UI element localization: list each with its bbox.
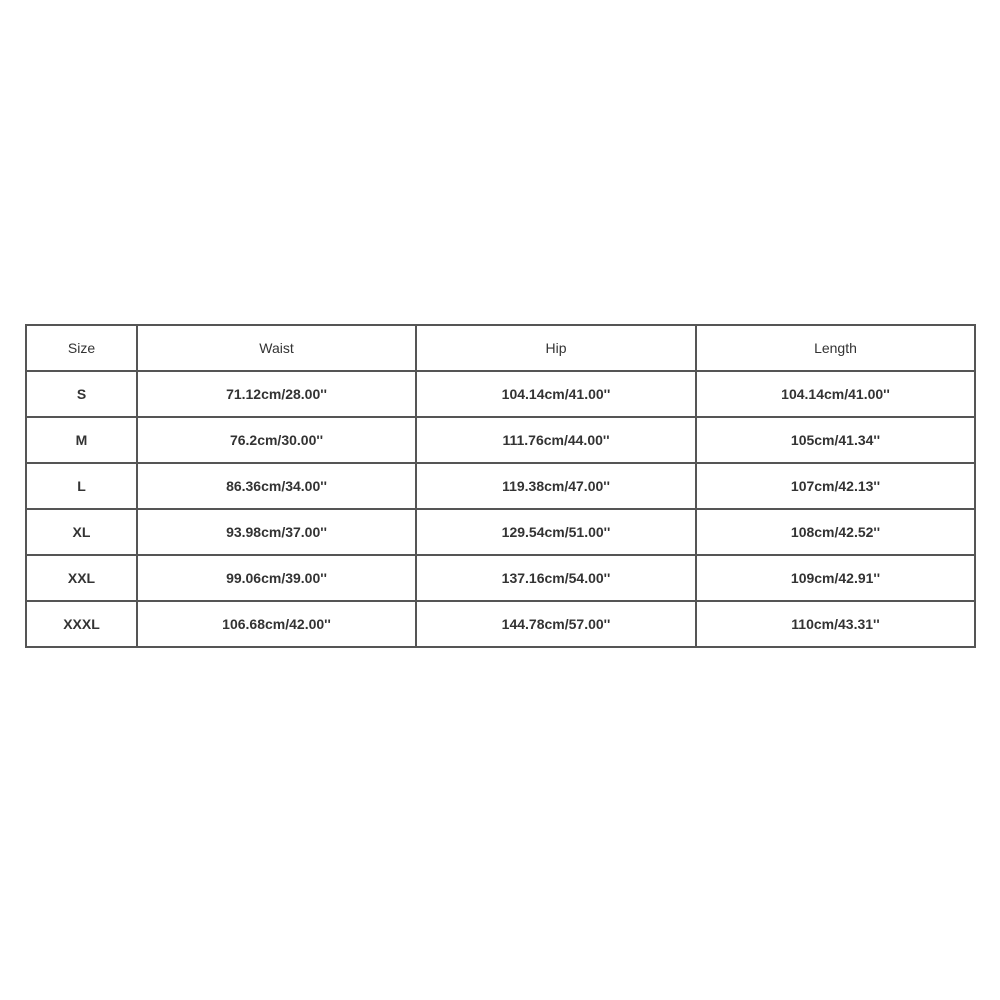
cell-hip: 129.54cm/51.00'': [416, 509, 696, 555]
size-chart-table: [25, 324, 976, 648]
header-length: Length: [696, 325, 975, 371]
cell-waist: 71.12cm/28.00'': [137, 371, 416, 417]
cell-hip: 144.78cm/57.00'': [416, 601, 696, 647]
table-row: [26, 555, 975, 601]
cell-size: L: [26, 463, 137, 509]
cell-hip: 104.14cm/41.00'': [416, 371, 696, 417]
cell-length: 105cm/41.34'': [696, 417, 975, 463]
cell-size: XL: [26, 509, 137, 555]
cell-hip: 111.76cm/44.00'': [416, 417, 696, 463]
cell-size: M: [26, 417, 137, 463]
cell-length: 107cm/42.13'': [696, 463, 975, 509]
table-header-row: [26, 325, 975, 371]
cell-waist: 93.98cm/37.00'': [137, 509, 416, 555]
cell-size: XXL: [26, 555, 137, 601]
cell-length: 109cm/42.91'': [696, 555, 975, 601]
header-waist: Waist: [137, 325, 416, 371]
cell-length: 108cm/42.52'': [696, 509, 975, 555]
table-row: [26, 417, 975, 463]
table-row: [26, 371, 975, 417]
table-row: [26, 463, 975, 509]
cell-waist: 76.2cm/30.00'': [137, 417, 416, 463]
table-row: [26, 509, 975, 555]
header-hip: Hip: [416, 325, 696, 371]
cell-hip: 119.38cm/47.00'': [416, 463, 696, 509]
table-row: [26, 601, 975, 647]
cell-waist: 99.06cm/39.00'': [137, 555, 416, 601]
cell-length: 110cm/43.31'': [696, 601, 975, 647]
cell-length: 104.14cm/41.00'': [696, 371, 975, 417]
cell-waist: 106.68cm/42.00'': [137, 601, 416, 647]
cell-size: XXXL: [26, 601, 137, 647]
cell-waist: 86.36cm/34.00'': [137, 463, 416, 509]
header-size: Size: [26, 325, 137, 371]
cell-size: S: [26, 371, 137, 417]
cell-hip: 137.16cm/54.00'': [416, 555, 696, 601]
